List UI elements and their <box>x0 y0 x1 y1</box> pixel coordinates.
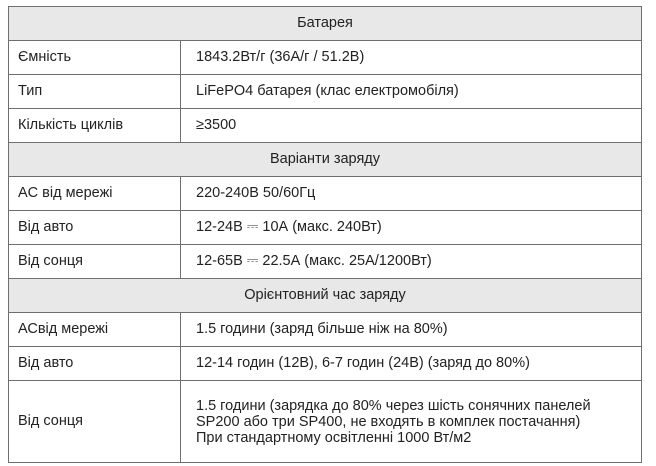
section-title: Орієнтовний час заряду <box>9 279 642 313</box>
row-label: Від авто <box>9 347 181 381</box>
row-value: 12-65В ⎓ 22.5А (макс. 25А/1200Вт) <box>181 245 642 279</box>
table-row <box>9 41 642 75</box>
table-row <box>9 109 642 143</box>
table-row <box>9 347 642 381</box>
section-header-charging-time <box>9 279 642 313</box>
row-label: Тип <box>9 75 181 109</box>
table-row <box>9 211 642 245</box>
section-header-battery <box>9 7 642 41</box>
section-title: Батарея <box>9 7 642 41</box>
row-value: 1.5 години (заряд більше ніж на 80%) <box>181 313 642 347</box>
row-label: Від авто <box>9 211 181 245</box>
row-value: ≥3500 <box>181 109 642 143</box>
row-label: Кількість циклів <box>9 109 181 143</box>
value-line: При стандартному освітленні 1000 Вт/м2 <box>196 429 472 446</box>
table-row <box>9 177 642 211</box>
row-value: 12-14 годин (12В), 6-7 годин (24В) (заряд до 80%) <box>181 347 642 381</box>
table-row <box>9 75 642 109</box>
section-header-charging-options <box>9 143 642 177</box>
value-line: 1.5 години (зарядка до 80% через шість сонячних панелей <box>196 397 591 414</box>
row-label: AC від мережі <box>9 177 181 211</box>
section-title: Варіанти заряду <box>9 143 642 177</box>
table-row <box>9 245 642 279</box>
row-value: LiFePO4 батарея (клас електромобіля) <box>181 75 642 109</box>
row-value: 12-24В ⎓ 10А (макс. 240Вт) <box>181 211 642 245</box>
row-label: Ємність <box>9 41 181 75</box>
row-label: Від сонця <box>9 381 181 463</box>
spec-table <box>8 6 642 463</box>
value-line: SP200 або три SP400, не входять в комплек постачання) <box>196 413 581 430</box>
row-value: 1843.2Вт/г (36А/г / 51.2В) <box>181 41 642 75</box>
table-row <box>9 313 642 347</box>
row-value-multiline <box>181 381 642 463</box>
row-value: 220-240В 50/60Гц <box>181 177 642 211</box>
row-label: Від сонця <box>9 245 181 279</box>
table-row <box>9 381 642 463</box>
row-label: АСвід мережі <box>9 313 181 347</box>
